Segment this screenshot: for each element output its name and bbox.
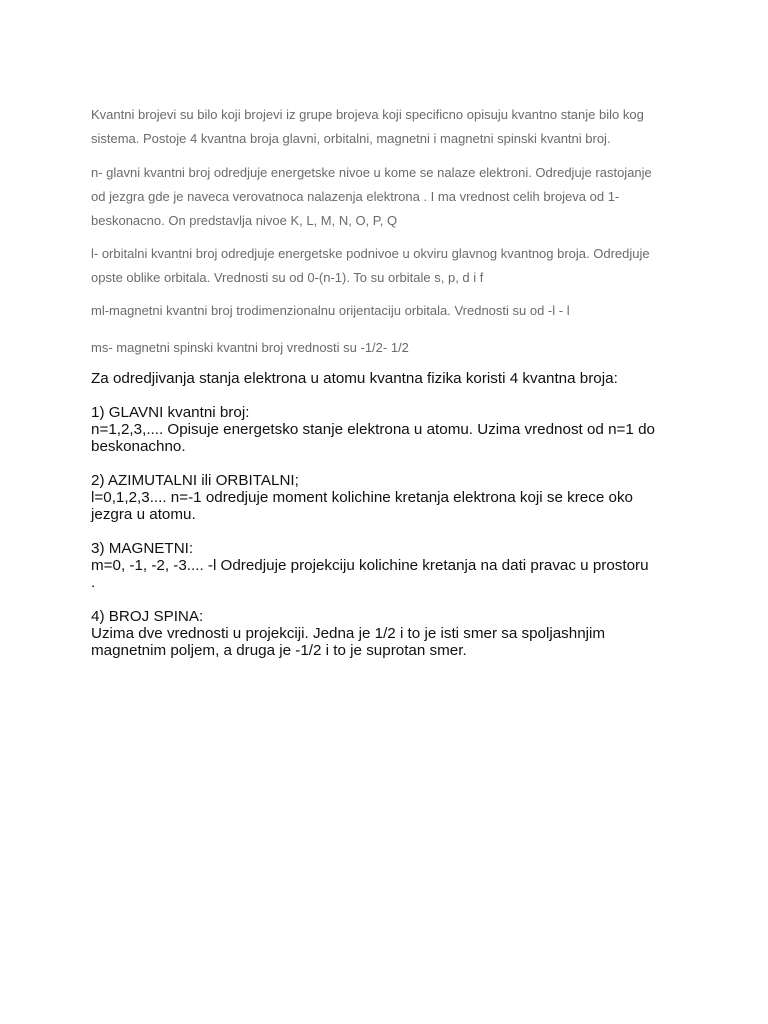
intro-p1-line-2: sistema. Postoje 4 kvantna broja glavni, orbitalni, magnetni i magnetni spinski kvantni broj. <box>91 131 611 146</box>
section-3-line-2: . <box>91 574 96 591</box>
section-2-title: 2) AZIMUTALNI ili ORBITALNI; <box>91 472 299 489</box>
spacer <box>91 591 691 608</box>
intro-p2-line-3: beskonacno. On predstavlja nivoe K, L, M, N, O, P, Q <box>91 213 398 228</box>
section-1-title: 1) GLAVNI kvantni broj: <box>91 404 250 421</box>
intro-p2-line-1: n- glavni kvantni broj odredjuje energetske nivoe u kome se nalaze elektroni. Odredjuje rastojanje <box>91 165 652 180</box>
spacer <box>91 387 691 404</box>
intro-paragraph-principal <box>91 161 691 233</box>
section-3-title: 3) MAGNETNI: <box>91 540 194 557</box>
intro-paragraph-magnetic <box>91 299 691 323</box>
main-heading: Za odredjivanja stanja elektrona u atomu kvantna fizika koristi 4 kvantna broja: <box>91 370 618 387</box>
intro-p3-line-1: l- orbitalni kvantni broj odredjuje energetske podnivoe u okviru glavnog kvantnog broja. Odredjuje <box>91 246 650 261</box>
intro-p4-line-1: ml-magnetni kvantni broj trodimenzionalnu orijentaciju orbitala. Vrednosti su od -l - l <box>91 303 570 318</box>
intro-paragraph-orbital <box>91 242 691 290</box>
intro-p5-line-1: ms- magnetni spinski kvantni broj vrednosti su -1/2- 1/2 <box>91 340 409 355</box>
section-1-line-1: n=1,2,3,.... Opisuje energetsko stanje elektrona u atomu. Uzima vrednost od n=1 do <box>91 421 655 438</box>
section-2-line-2: jezgra u atomu. <box>91 506 196 523</box>
section-1-line-2: beskonachno. <box>91 438 186 455</box>
intro-paragraph-quantum-numbers <box>91 103 691 151</box>
intro-paragraph-spin <box>91 336 691 360</box>
section-4-line-2: magnetnim poljem, a druga je -1/2 i to je suprotan smer. <box>91 642 467 659</box>
spacer <box>91 455 691 472</box>
section-4-line-1: Uzima dve vrednosti u projekciji. Jedna je 1/2 i to je isti smer sa spoljashnjim <box>91 625 606 642</box>
main-section <box>91 370 691 659</box>
intro-p2-line-2: od jezgra gde je naveca verovatnoca nalazenja elektrona . I ma vrednost celih brojeva od 1- <box>91 189 620 204</box>
section-4-title: 4) BROJ SPINA: <box>91 608 204 625</box>
section-3-line-1: m=0, -1, -2, -3.... -l Odredjuje projekciju kolichine kretanja na dati pravac u prostoru <box>91 557 649 574</box>
spacer <box>91 523 691 540</box>
section-2-line-1: l=0,1,2,3.... n=-1 odredjuje moment kolichine kretanja elektrona koji se krece oko <box>91 489 633 506</box>
intro-p1-line-1: Kvantni brojevi su bilo koji brojevi iz grupe brojeva koji specificno opisuju kvantno stanje bilo kog <box>91 107 644 122</box>
intro-p3-line-2: opste oblike orbitala. Vrednosti su od 0-(n-1). To su orbitale s, p, d i f <box>91 270 484 285</box>
